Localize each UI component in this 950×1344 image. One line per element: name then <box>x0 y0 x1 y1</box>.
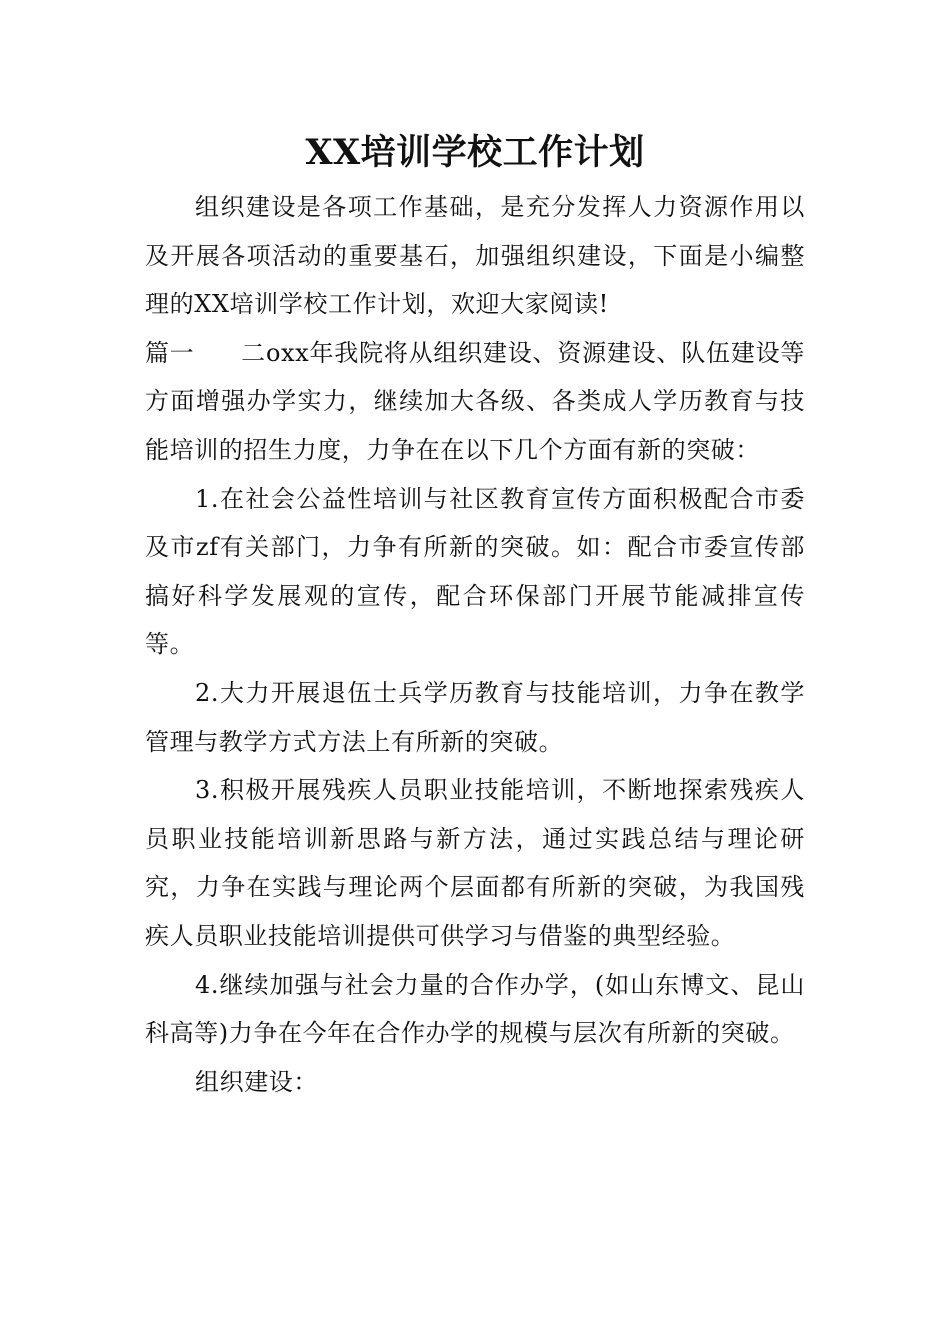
document-title: XX培训学校工作计划 <box>305 132 645 173</box>
section-text: 二oxx年我院将从组织建设、资源建设、队伍建设等方面增强办学实力，继续加大各级、各类成人学历教育与技能培训的招生力度，力争在在以下几个方面有新的突破： <box>145 338 805 464</box>
list-item: 3.积极开展残疾人员职业技能培训，不断地探索残疾人员职业技能培训新思路与新方法，通过实践总结与理论研究，力争在实践与理论两个层面都有所新的突破，为我国残疾人员职业技能培训提供可供学习与借鉴的典型经验。 <box>145 776 805 950</box>
section-paragraph <box>145 329 805 475</box>
document-page <box>145 125 805 1106</box>
list-item: 4.继续加强与社会力量的合作办学，(如山东博文、昆山科高等)力争在今年在合作办学的规模与层次有所新的突破。 <box>145 970 805 1048</box>
intro-paragraph: 组织建设是各项工作基础，是充分发挥人力资源作用以及开展各项活动的重要基石，加强组织建设，下面是小编整理的XX培训学校工作计划，欢迎大家阅读! <box>145 193 805 319</box>
section-label: 篇一 <box>145 338 195 367</box>
list-item: 2.大力开展退伍士兵学历教育与技能培训，力争在教学管理与教学方式方法上有所新的突破。 <box>145 678 805 756</box>
subheading: 组织建设： <box>195 1067 318 1096</box>
list-item: 1.在社会公益性培训与社区教育宣传方面积极配合市委及市zf有关部门，力争有所新的突破。如：配合市委宣传部搞好科学发展观的宣传，配合环保部门开展节能减排宣传等。 <box>145 484 805 659</box>
